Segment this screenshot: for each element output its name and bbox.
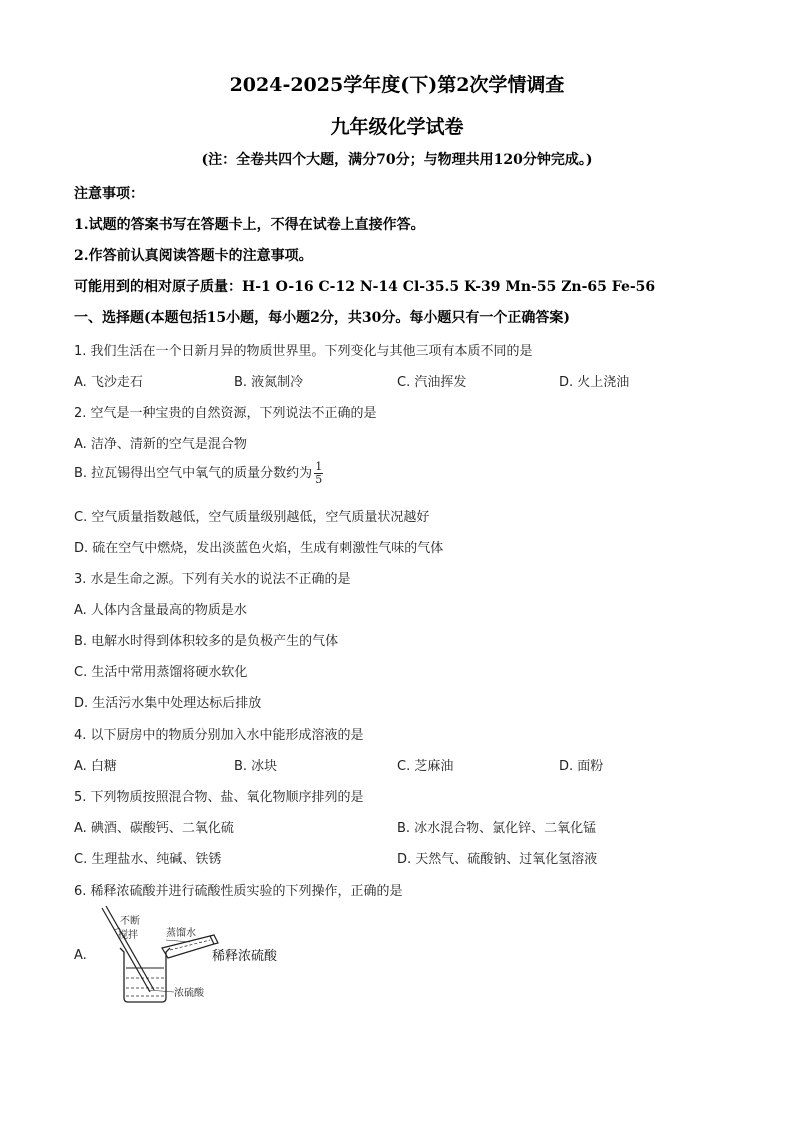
question-1-option-b[interactable]: B. 液氮制冷 [234,375,304,390]
question-4-stem: 4. 以下厨房中的物质分别加入水中能形成溶液的是 [74,728,364,743]
question-1-option-d[interactable]: D. 火上浇油 [559,375,630,390]
question-1-stem: 1. 我们生活在一个日新月异的物质世界里。下列变化与其他三项有本质不同的是 [74,344,533,359]
question-1-option-c[interactable]: C. 汽油挥发 [397,375,467,390]
question-4-option-c[interactable]: C. 芝麻油 [397,759,454,774]
acid-label: 浓硫酸 [174,988,204,999]
fraction-one-fifth [314,461,323,486]
question-5-option-a[interactable]: A. 碘酒、碳酸钙、二氧化硫 [74,821,234,836]
question-2-option-b-row[interactable] [74,461,323,486]
question-4-option-d[interactable]: D. 面粉 [559,759,604,774]
fraction-numerator: 1 [315,460,323,473]
question-3-option-c[interactable]: C. 生活中常用蒸馏将硬水软化 [74,665,248,680]
notice-item-2: 2.作答前认真阅读答题卡的注意事项。 [74,248,313,264]
stir-label-2: 搅拌 [118,930,138,941]
exam-note: (注：全卷共四个大题，满分70分；与物理共用120分钟完成。) [201,152,593,168]
exam-subtitle: 九年级化学试卷 [330,116,464,138]
stir-label-1: 不断 [120,916,140,927]
leader-line [166,940,190,942]
water-label: 蒸馏水 [166,928,196,939]
question-2-option-c[interactable]: C. 空气质量指数越低，空气质量级别越低，空气质量状况越好 [74,510,430,525]
leader-line [148,990,174,992]
question-6-stem: 6. 稀释浓硫酸并进行硫酸性质实验的下列操作，正确的是 [74,884,403,899]
fraction-denominator: 5 [315,473,323,486]
question-2-option-a[interactable]: A. 洁净、清新的空气是混合物 [74,437,247,452]
question-3-stem: 3. 水是生命之源。下列有关水的说法不正确的是 [74,572,351,587]
question-1-option-a[interactable]: A. 飞沙走石 [74,375,143,390]
atomic-mass-line: 可能用到的相对原子质量：H-1 O-16 C-12 N-14 Cl-35.5 K-39 Mn-55 Zn-65 Fe-56 [74,279,656,295]
question-4-option-a[interactable]: A. 白糖 [74,759,117,774]
question-2-stem: 2. 空气是一种宝贵的自然资源，下列说法不正确的是 [74,406,377,421]
section-heading: 一、选择题(本题包括15小题，每小题2分，共30分。每小题只有一个正确答案) [74,310,570,326]
question-5-option-c[interactable]: C. 生理盐水、纯碱、铁锈 [74,852,222,867]
question-6-option-a[interactable]: A. [74,948,87,963]
question-3-option-a[interactable]: A. 人体内含量最高的物质是水 [74,603,247,618]
question-5-stem: 5. 下列物质按照混合物、盐、氧化物顺序排列的是 [74,790,364,805]
question-5-option-d[interactable]: D. 天然气、硫酸钠、过氧化氢溶液 [397,852,598,867]
question-2-option-d[interactable]: D. 硫在空气中燃烧，发出淡蓝色火焰，生成有刺激性气味的气体 [74,541,444,556]
dilution-figure [92,900,312,1010]
exam-title: 2024-2025学年度(下)第2次学情调查 [229,74,565,96]
question-2-option-b: B. 拉瓦锡得出空气中氧气的质量分数约为 [74,466,313,481]
notice-heading: 注意事项： [74,186,144,202]
notice-item-1: 1.试题的答案书写在答题卡上，不得在试卷上直接作答。 [74,217,425,233]
question-4-option-b[interactable]: B. 冰块 [234,759,278,774]
question-3-option-d[interactable]: D. 生活污水集中处理达标后排放 [74,696,262,711]
question-5-option-b[interactable]: B. 冰水混合物、氯化锌、二氧化锰 [397,821,597,836]
figure-title-label: 稀释浓硫酸 [212,949,278,964]
question-3-option-b[interactable]: B. 电解水时得到体积较多的是负极产生的气体 [74,634,339,649]
